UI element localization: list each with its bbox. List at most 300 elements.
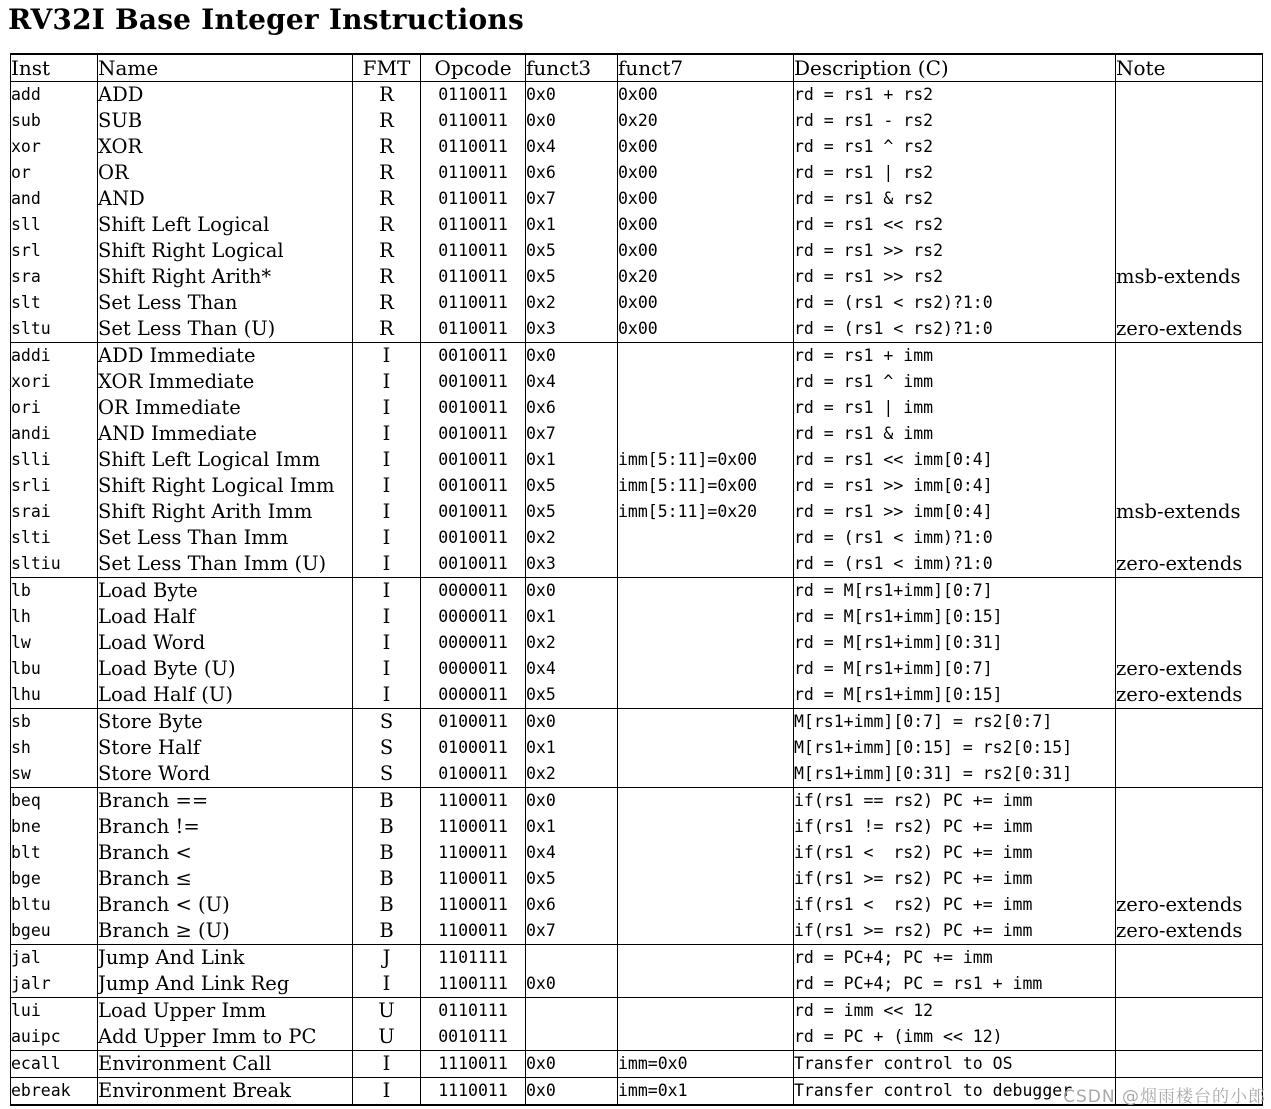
cell-note xyxy=(1116,998,1263,1025)
cell-funct7: 0x00 xyxy=(618,290,794,316)
cell-funct3: 0x2 xyxy=(526,290,618,316)
cell-opcode: 0110111 xyxy=(421,998,526,1025)
cell-inst: blt xyxy=(11,840,98,866)
cell-fmt: I xyxy=(353,1051,421,1078)
table-header xyxy=(11,54,1263,82)
cell-funct3: 0x4 xyxy=(526,840,618,866)
cell-note: zero-extends xyxy=(1116,656,1263,682)
cell-funct3: 0x2 xyxy=(526,761,618,788)
cell-funct7: 0x00 xyxy=(618,238,794,264)
cell-name: Jump And Link xyxy=(98,945,353,972)
cell-name: Load Word xyxy=(98,630,353,656)
cell-opcode: 0010111 xyxy=(421,1024,526,1051)
cell-desc: rd = rs1 >> imm[0:4] xyxy=(794,473,1116,499)
cell-desc: rd = rs1 >> rs2 xyxy=(794,238,1116,264)
cell-inst: sw xyxy=(11,761,98,788)
table-row xyxy=(11,656,1263,682)
cell-opcode: 0010011 xyxy=(421,395,526,421)
cell-inst: slli xyxy=(11,447,98,473)
cell-note xyxy=(1116,108,1263,134)
cell-funct3: 0x0 xyxy=(526,82,618,109)
cell-inst: xori xyxy=(11,369,98,395)
cell-desc: M[rs1+imm][0:15] = rs2[0:15] xyxy=(794,735,1116,761)
cell-fmt: I xyxy=(353,551,421,578)
cell-desc: rd = rs1 << imm[0:4] xyxy=(794,447,1116,473)
cell-name: Environment Break xyxy=(98,1078,353,1106)
cell-desc: if(rs1 < rs2) PC += imm xyxy=(794,840,1116,866)
cell-fmt: R xyxy=(353,160,421,186)
cell-opcode: 0110011 xyxy=(421,186,526,212)
cell-opcode: 0010011 xyxy=(421,473,526,499)
instruction-group xyxy=(11,578,1263,709)
table-row xyxy=(11,840,1263,866)
cell-funct3: 0x0 xyxy=(526,1051,618,1078)
cell-funct7 xyxy=(618,682,794,709)
table-row xyxy=(11,499,1263,525)
cell-fmt: R xyxy=(353,212,421,238)
cell-fmt: S xyxy=(353,735,421,761)
cell-inst: ecall xyxy=(11,1051,98,1078)
cell-inst: lhu xyxy=(11,682,98,709)
cell-funct7 xyxy=(618,761,794,788)
cell-opcode: 0110011 xyxy=(421,160,526,186)
cell-opcode: 1100111 xyxy=(421,971,526,998)
table-row xyxy=(11,814,1263,840)
cell-note xyxy=(1116,134,1263,160)
cell-funct3: 0x0 xyxy=(526,788,618,815)
cell-funct3 xyxy=(526,998,618,1025)
cell-note: msb-extends xyxy=(1116,499,1263,525)
cell-name: XOR xyxy=(98,134,353,160)
cell-funct7: 0x00 xyxy=(618,134,794,160)
cell-note: zero-extends xyxy=(1116,551,1263,578)
table-row xyxy=(11,108,1263,134)
cell-name: Add Upper Imm to PC xyxy=(98,1024,353,1051)
cell-desc: rd = rs1 & rs2 xyxy=(794,186,1116,212)
cell-opcode: 0110011 xyxy=(421,212,526,238)
cell-desc: rd = M[rs1+imm][0:7] xyxy=(794,656,1116,682)
cell-inst: sh xyxy=(11,735,98,761)
cell-desc: if(rs1 >= rs2) PC += imm xyxy=(794,918,1116,945)
cell-funct7: 0x00 xyxy=(618,186,794,212)
table-row xyxy=(11,316,1263,343)
table-row xyxy=(11,421,1263,447)
cell-inst: sltu xyxy=(11,316,98,343)
cell-note xyxy=(1116,709,1263,736)
cell-inst: lw xyxy=(11,630,98,656)
cell-name: OR Immediate xyxy=(98,395,353,421)
cell-opcode: 1100011 xyxy=(421,866,526,892)
cell-note xyxy=(1116,343,1263,370)
cell-opcode: 1110011 xyxy=(421,1051,526,1078)
cell-funct7 xyxy=(618,525,794,551)
cell-note xyxy=(1116,604,1263,630)
cell-funct3: 0x4 xyxy=(526,369,618,395)
cell-opcode: 0010011 xyxy=(421,343,526,370)
cell-inst: and xyxy=(11,186,98,212)
cell-funct7: 0x20 xyxy=(618,264,794,290)
cell-opcode: 0010011 xyxy=(421,421,526,447)
header-row xyxy=(11,54,1263,82)
cell-fmt: S xyxy=(353,761,421,788)
cell-funct7 xyxy=(618,343,794,370)
cell-opcode: 0110011 xyxy=(421,82,526,109)
cell-inst: lb xyxy=(11,578,98,605)
cell-opcode: 1101111 xyxy=(421,945,526,972)
cell-funct7: imm[5:11]=0x00 xyxy=(618,473,794,499)
cell-funct3: 0x0 xyxy=(526,108,618,134)
cell-name: Shift Left Logical xyxy=(98,212,353,238)
table-row xyxy=(11,369,1263,395)
cell-opcode: 0110011 xyxy=(421,134,526,160)
cell-funct3: 0x1 xyxy=(526,814,618,840)
cell-funct3: 0x4 xyxy=(526,656,618,682)
cell-inst: jal xyxy=(11,945,98,972)
table-row xyxy=(11,264,1263,290)
cell-funct3: 0x4 xyxy=(526,134,618,160)
cell-name: Set Less Than Imm (U) xyxy=(98,551,353,578)
cell-funct3: 0x5 xyxy=(526,499,618,525)
column-header-funct3: funct3 xyxy=(526,54,618,82)
table-row xyxy=(11,473,1263,499)
cell-funct3: 0x5 xyxy=(526,473,618,499)
cell-desc: rd = (rs1 < rs2)?1:0 xyxy=(794,290,1116,316)
cell-fmt: R xyxy=(353,264,421,290)
cell-fmt: R xyxy=(353,108,421,134)
instruction-group xyxy=(11,343,1263,578)
table-row xyxy=(11,788,1263,815)
cell-desc: rd = M[rs1+imm][0:15] xyxy=(794,604,1116,630)
cell-fmt: B xyxy=(353,840,421,866)
cell-funct7: imm[5:11]=0x20 xyxy=(618,499,794,525)
cell-funct7 xyxy=(618,735,794,761)
cell-funct7: 0x00 xyxy=(618,212,794,238)
cell-funct3: 0x3 xyxy=(526,551,618,578)
cell-inst: ebreak xyxy=(11,1078,98,1106)
instruction-group xyxy=(11,709,1263,788)
cell-opcode: 0010011 xyxy=(421,369,526,395)
cell-funct7: imm=0x1 xyxy=(618,1078,794,1106)
cell-fmt: I xyxy=(353,421,421,447)
cell-desc: rd = imm << 12 xyxy=(794,998,1116,1025)
cell-desc: rd = rs1 + imm xyxy=(794,343,1116,370)
cell-funct3 xyxy=(526,1024,618,1051)
cell-name: Set Less Than (U) xyxy=(98,316,353,343)
table-row xyxy=(11,892,1263,918)
cell-name: Shift Right Logical Imm xyxy=(98,473,353,499)
cell-note xyxy=(1116,186,1263,212)
instructions-table xyxy=(10,53,1263,1106)
page-title: RV32I Base Integer Instructions xyxy=(8,3,524,36)
cell-name: Store Half xyxy=(98,735,353,761)
cell-name: AND xyxy=(98,186,353,212)
cell-funct7: 0x00 xyxy=(618,316,794,343)
cell-funct7: imm=0x0 xyxy=(618,1051,794,1078)
cell-fmt: I xyxy=(353,682,421,709)
cell-note xyxy=(1116,971,1263,998)
cell-fmt: R xyxy=(353,82,421,109)
cell-desc: if(rs1 != rs2) PC += imm xyxy=(794,814,1116,840)
cell-opcode: 0110011 xyxy=(421,316,526,343)
cell-inst: sltiu xyxy=(11,551,98,578)
cell-note xyxy=(1116,238,1263,264)
cell-funct3: 0x2 xyxy=(526,525,618,551)
cell-funct3: 0x5 xyxy=(526,866,618,892)
cell-fmt: I xyxy=(353,525,421,551)
cell-funct3: 0x0 xyxy=(526,343,618,370)
cell-opcode: 0010011 xyxy=(421,499,526,525)
cell-funct3: 0x5 xyxy=(526,238,618,264)
cell-note xyxy=(1116,840,1263,866)
table-row xyxy=(11,212,1263,238)
cell-funct3: 0x0 xyxy=(526,709,618,736)
cell-name: XOR Immediate xyxy=(98,369,353,395)
cell-funct3: 0x6 xyxy=(526,395,618,421)
cell-funct3: 0x3 xyxy=(526,316,618,343)
cell-note xyxy=(1116,578,1263,605)
table-row xyxy=(11,945,1263,972)
cell-opcode: 0000011 xyxy=(421,656,526,682)
cell-opcode: 1100011 xyxy=(421,788,526,815)
cell-opcode: 1110011 xyxy=(421,1078,526,1106)
table-row xyxy=(11,998,1263,1025)
cell-fmt: B xyxy=(353,892,421,918)
cell-desc: if(rs1 >= rs2) PC += imm xyxy=(794,866,1116,892)
cell-funct7: imm[5:11]=0x00 xyxy=(618,447,794,473)
cell-note: msb-extends xyxy=(1116,264,1263,290)
cell-fmt: I xyxy=(353,604,421,630)
cell-funct7 xyxy=(618,630,794,656)
cell-fmt: I xyxy=(353,369,421,395)
cell-inst: add xyxy=(11,82,98,109)
cell-funct7 xyxy=(618,866,794,892)
cell-opcode: 0110011 xyxy=(421,290,526,316)
cell-funct3: 0x1 xyxy=(526,212,618,238)
cell-name: AND Immediate xyxy=(98,421,353,447)
cell-fmt: I xyxy=(353,656,421,682)
cell-inst: andi xyxy=(11,421,98,447)
cell-name: SUB xyxy=(98,108,353,134)
cell-funct3: 0x1 xyxy=(526,447,618,473)
cell-funct3: 0x0 xyxy=(526,971,618,998)
cell-funct3: 0x6 xyxy=(526,160,618,186)
cell-desc: if(rs1 < rs2) PC += imm xyxy=(794,892,1116,918)
cell-opcode: 0010011 xyxy=(421,551,526,578)
cell-inst: slt xyxy=(11,290,98,316)
cell-note xyxy=(1116,447,1263,473)
cell-note xyxy=(1116,1024,1263,1051)
column-header-inst: Inst xyxy=(11,54,98,82)
cell-note xyxy=(1116,1051,1263,1078)
table-row xyxy=(11,160,1263,186)
cell-inst: lui xyxy=(11,998,98,1025)
cell-funct7: 0x00 xyxy=(618,82,794,109)
cell-name: Environment Call xyxy=(98,1051,353,1078)
cell-funct7 xyxy=(618,656,794,682)
cell-note xyxy=(1116,369,1263,395)
table-row xyxy=(11,709,1263,736)
cell-desc: rd = PC+4; PC += imm xyxy=(794,945,1116,972)
cell-opcode: 0000011 xyxy=(421,682,526,709)
table-row xyxy=(11,238,1263,264)
cell-inst: lh xyxy=(11,604,98,630)
cell-desc: rd = rs1 - rs2 xyxy=(794,108,1116,134)
cell-note xyxy=(1116,525,1263,551)
cell-fmt: I xyxy=(353,578,421,605)
cell-fmt: I xyxy=(353,447,421,473)
cell-fmt: I xyxy=(353,395,421,421)
cell-inst: sll xyxy=(11,212,98,238)
cell-funct7 xyxy=(618,421,794,447)
cell-fmt: B xyxy=(353,918,421,945)
cell-funct7 xyxy=(618,709,794,736)
cell-opcode: 0110011 xyxy=(421,238,526,264)
cell-desc: M[rs1+imm][0:31] = rs2[0:31] xyxy=(794,761,1116,788)
cell-opcode: 0000011 xyxy=(421,630,526,656)
cell-desc: rd = rs1 >> rs2 xyxy=(794,264,1116,290)
cell-funct7 xyxy=(618,945,794,972)
cell-funct7 xyxy=(618,551,794,578)
cell-name: ADD Immediate xyxy=(98,343,353,370)
cell-opcode: 1100011 xyxy=(421,892,526,918)
cell-opcode: 0100011 xyxy=(421,709,526,736)
cell-fmt: U xyxy=(353,998,421,1025)
cell-inst: ori xyxy=(11,395,98,421)
cell-inst: or xyxy=(11,160,98,186)
cell-fmt: B xyxy=(353,788,421,815)
table-row xyxy=(11,551,1263,578)
cell-name: Shift Left Logical Imm xyxy=(98,447,353,473)
table-row xyxy=(11,290,1263,316)
cell-funct3: 0x0 xyxy=(526,1078,618,1106)
cell-name: Branch ≤ xyxy=(98,866,353,892)
cell-opcode: 0110011 xyxy=(421,264,526,290)
cell-desc: rd = M[rs1+imm][0:15] xyxy=(794,682,1116,709)
cell-name: Shift Right Arith* xyxy=(98,264,353,290)
cell-inst: srai xyxy=(11,499,98,525)
cell-name: Branch == xyxy=(98,788,353,815)
cell-opcode: 0000011 xyxy=(421,604,526,630)
cell-inst: xor xyxy=(11,134,98,160)
cell-note xyxy=(1116,735,1263,761)
instruction-group xyxy=(11,82,1263,343)
cell-desc: rd = (rs1 < rs2)?1:0 xyxy=(794,316,1116,343)
cell-name: ADD xyxy=(98,82,353,109)
cell-inst: bltu xyxy=(11,892,98,918)
table-row xyxy=(11,761,1263,788)
table-row xyxy=(11,82,1263,109)
cell-desc: if(rs1 == rs2) PC += imm xyxy=(794,788,1116,815)
column-header-note: Note xyxy=(1116,54,1263,82)
cell-fmt: I xyxy=(353,473,421,499)
table-row xyxy=(11,343,1263,370)
cell-note xyxy=(1116,395,1263,421)
cell-desc: rd = rs1 | rs2 xyxy=(794,160,1116,186)
cell-inst: sb xyxy=(11,709,98,736)
cell-fmt: S xyxy=(353,709,421,736)
table-row xyxy=(11,604,1263,630)
cell-funct7 xyxy=(618,788,794,815)
table-row xyxy=(11,578,1263,605)
cell-funct3: 0x7 xyxy=(526,918,618,945)
cell-desc: rd = rs1 | imm xyxy=(794,395,1116,421)
cell-desc: rd = M[rs1+imm][0:7] xyxy=(794,578,1116,605)
cell-name: Branch != xyxy=(98,814,353,840)
cell-note: zero-extends xyxy=(1116,316,1263,343)
cell-name: Branch < xyxy=(98,840,353,866)
table-row xyxy=(11,866,1263,892)
cell-desc: rd = rs1 << rs2 xyxy=(794,212,1116,238)
cell-inst: srl xyxy=(11,238,98,264)
cell-note xyxy=(1116,788,1263,815)
table-row xyxy=(11,735,1263,761)
cell-desc: Transfer control to debugger xyxy=(794,1078,1116,1106)
table-row xyxy=(11,971,1263,998)
cell-note xyxy=(1116,761,1263,788)
cell-note xyxy=(1116,212,1263,238)
cell-fmt: B xyxy=(353,866,421,892)
cell-name: Branch ≥ (U) xyxy=(98,918,353,945)
cell-funct7: 0x20 xyxy=(618,108,794,134)
cell-funct7 xyxy=(618,892,794,918)
cell-note: zero-extends xyxy=(1116,892,1263,918)
table-row xyxy=(11,134,1263,160)
column-header-fmt: FMT xyxy=(353,54,421,82)
cell-note xyxy=(1116,473,1263,499)
cell-desc: Transfer control to OS xyxy=(794,1051,1116,1078)
cell-opcode: 0110011 xyxy=(421,108,526,134)
cell-desc: rd = rs1 ^ imm xyxy=(794,369,1116,395)
cell-note xyxy=(1116,866,1263,892)
cell-desc: rd = rs1 ^ rs2 xyxy=(794,134,1116,160)
cell-inst: auipc xyxy=(11,1024,98,1051)
cell-name: Branch < (U) xyxy=(98,892,353,918)
cell-desc: rd = rs1 >> imm[0:4] xyxy=(794,499,1116,525)
column-header-desc: Description (C) xyxy=(794,54,1116,82)
cell-fmt: R xyxy=(353,134,421,160)
cell-note xyxy=(1116,290,1263,316)
cell-inst: lbu xyxy=(11,656,98,682)
instruction-group xyxy=(11,998,1263,1051)
table-row xyxy=(11,395,1263,421)
table-row xyxy=(11,1051,1263,1078)
cell-fmt: U xyxy=(353,1024,421,1051)
cell-note: zero-extends xyxy=(1116,918,1263,945)
cell-funct3: 0x1 xyxy=(526,604,618,630)
cell-funct7 xyxy=(618,369,794,395)
table-row xyxy=(11,630,1263,656)
table-row xyxy=(11,682,1263,709)
cell-funct3 xyxy=(526,945,618,972)
cell-name: OR xyxy=(98,160,353,186)
cell-funct7: 0x00 xyxy=(618,160,794,186)
cell-funct3: 0x5 xyxy=(526,682,618,709)
cell-funct7 xyxy=(618,840,794,866)
cell-name: Load Upper Imm xyxy=(98,998,353,1025)
cell-desc: rd = PC+4; PC = rs1 + imm xyxy=(794,971,1116,998)
cell-fmt: I xyxy=(353,343,421,370)
cell-name: Shift Right Logical xyxy=(98,238,353,264)
cell-note xyxy=(1116,630,1263,656)
cell-inst: jalr xyxy=(11,971,98,998)
cell-funct3: 0x6 xyxy=(526,892,618,918)
cell-funct7 xyxy=(618,604,794,630)
cell-opcode: 0000011 xyxy=(421,578,526,605)
cell-name: Store Byte xyxy=(98,709,353,736)
cell-note xyxy=(1116,945,1263,972)
cell-inst: bge xyxy=(11,866,98,892)
cell-name: Shift Right Arith Imm xyxy=(98,499,353,525)
